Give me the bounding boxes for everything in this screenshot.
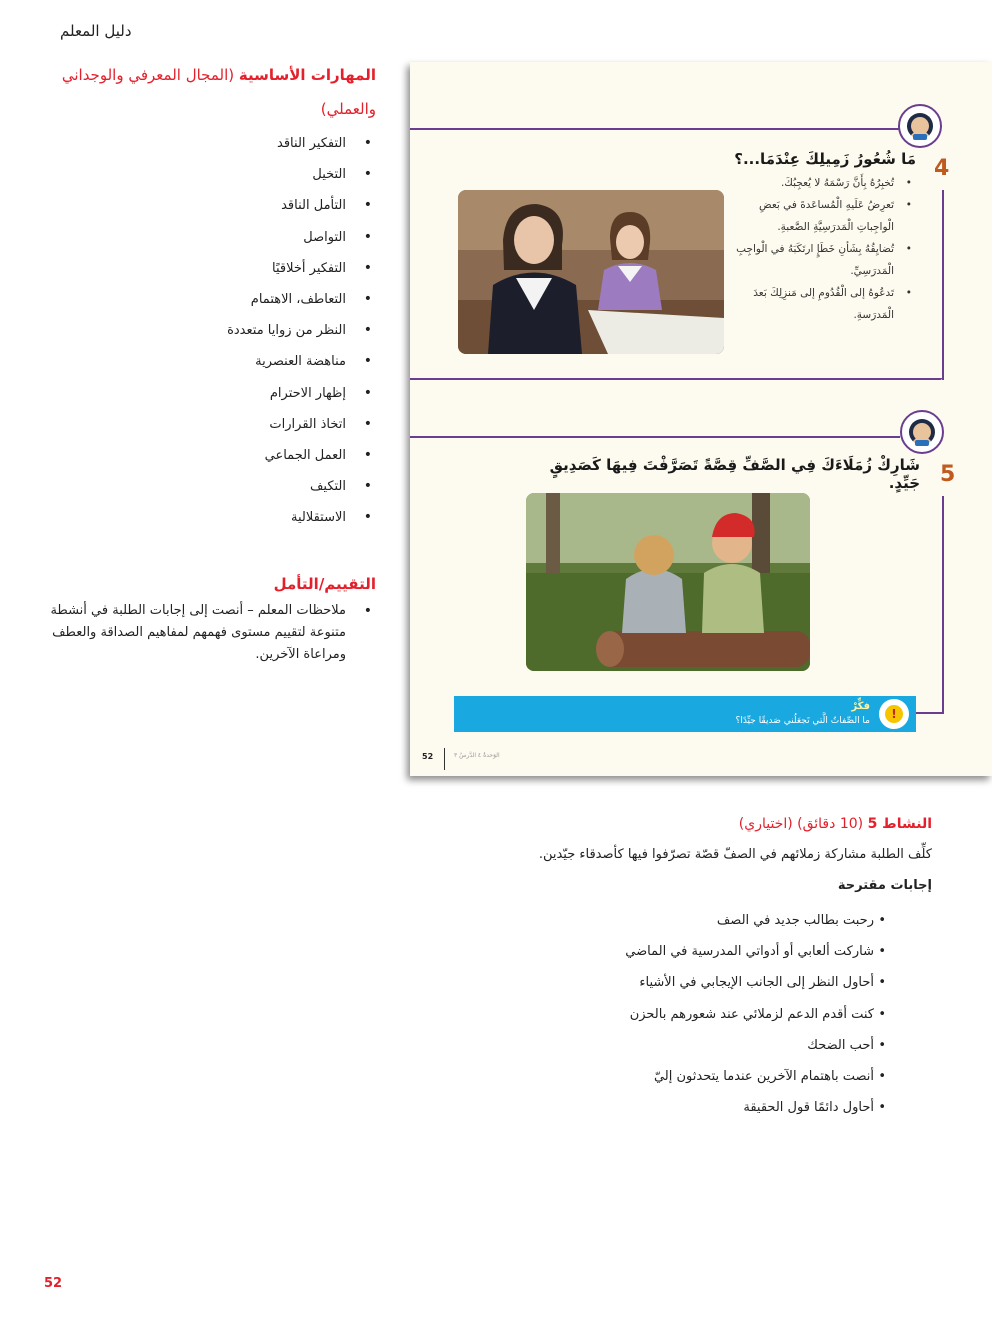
list-item: • التواصل <box>40 222 376 253</box>
list-item: • العمل الجماعي <box>40 440 376 471</box>
list-item: • التخيل <box>40 159 376 190</box>
activity4-side-line <box>942 190 944 380</box>
activity4-number: 4 <box>934 156 950 181</box>
list-item: • الاستقلالية <box>40 502 376 533</box>
assessment-list <box>40 600 376 666</box>
list-item: • أحب الضحك <box>520 1030 932 1061</box>
list-item: • التعاطف، الاهتمام <box>40 284 376 315</box>
list-item: • أحاول دائمًا قول الحقيقة <box>520 1092 932 1123</box>
activity4-bullets <box>732 172 916 326</box>
list-item: • كنت أقدم الدعم لزملائي عند شعورهم بالحزن <box>520 999 932 1030</box>
activity4-photo <box>458 190 724 354</box>
student-page-number: 52 <box>422 752 434 761</box>
list-item: • ملاحظات المعلم – أنصت إلى إجابات الطلبة في أنشطة متنوعة لتقييم مستوى فهمهم لمفاهيم الصداقة والعطف ومراعاة الآخرين. <box>40 600 376 666</box>
activity4-bottom-line <box>410 378 942 380</box>
teacher-avatar-icon <box>898 104 942 148</box>
skills-heading-bold: المهارات الأساسية <box>238 66 376 84</box>
list-item: • التأمل الناقد <box>40 190 376 221</box>
list-item: • أحاول النظر إلى الجانب الإيجابي في الأشياء <box>520 967 932 998</box>
activity5-heading-rest: (10 دقائق) (اختياري) <box>738 816 868 832</box>
list-item: • التكيف <box>40 471 376 502</box>
list-item: • تُخبِرُهُ بِأَنَّ رَسْمَهُ لا يُعجِبُكَ. <box>732 172 916 194</box>
activity5-heading-bold: النشاط 5 <box>867 816 932 832</box>
list-item: • اتخاذ القرارات <box>40 409 376 440</box>
list-item: • إظهار الاحترام <box>40 378 376 409</box>
activity5-heading <box>520 812 932 836</box>
footer-divider <box>444 748 445 770</box>
list-item: • تَدعُوهُ إلى الْقُدُومِ إلى مَنزِلِكَ بَعدَ الْمَدرَسةِ. <box>732 282 916 326</box>
activity5-top-line <box>410 436 900 438</box>
page-number: 52 <box>44 1276 63 1291</box>
activity5-description: كلِّف الطلبة مشاركة زملائهم في الصفّ قصّة تصرّفوا فيها كأصدقاء جيّدين. <box>538 847 932 862</box>
think-bar <box>454 696 916 732</box>
suggested-answers-list <box>520 905 932 1123</box>
list-item: • النظر من زوايا متعددة <box>40 315 376 346</box>
unit-lesson-label: الوَحدةُ ٤ الدَّرسُ ٣ <box>454 752 500 759</box>
activity5-side-line <box>942 496 944 714</box>
teacher-avatar-icon <box>900 410 944 454</box>
think-question: ما الصِّفاتُ الَّتي تَجعَلُني صَديقًا جيِّدًا؟ <box>735 716 870 726</box>
think-title: فكِّرْ <box>851 701 870 712</box>
assessment-heading: التقييم/التأمل <box>273 574 376 593</box>
list-item: • رحبت بطالب جديد في الصف <box>520 905 932 936</box>
skills-heading-rest: (المجال المعرفي والوجداني والعملي) <box>61 66 376 118</box>
activity4-question: مَا شُعُورُ زَمِيلِكَ عِنْدَمَا...؟ <box>734 150 916 168</box>
student-page-footer <box>410 746 530 772</box>
skills-heading <box>40 58 376 126</box>
activity4-top-line <box>410 128 900 130</box>
list-item: • التفكير الناقد <box>40 128 376 159</box>
list-item: • التفكير أخلاقيًا <box>40 253 376 284</box>
guide-title: دليل المعلم <box>60 22 132 40</box>
activity5-number: 5 <box>940 462 956 487</box>
list-item: • تُضايِقُهُ بِشَأنِ خَطَإٍ ارتَكَبَهُ في الْواجِبِ الْمَدرَسِيِّ. <box>732 238 916 282</box>
suggested-answers-heading: إجابات مقترحة <box>837 878 932 893</box>
list-item: • تَعرِضُ عَلَيهِ الْمُساعَدةَ في بَعضِ الْواجِباتِ الْمَدرَسِيَّةِ الصَّعبةِ. <box>732 194 916 238</box>
activity5-photo <box>526 493 810 671</box>
list-item: • مناهضة العنصرية <box>40 346 376 377</box>
activity5-question: شَارِكْ زُمَلَاءَكَ فِي الصَّفِّ قِصَّةً تَصَرَّفْتَ فِيهَا كَصَدِيقٍ جَيِّدٍ. <box>549 456 920 492</box>
skills-column <box>40 58 376 666</box>
skills-list <box>40 128 376 534</box>
list-item: • أنصت باهتمام الآخرين عندما يتحدثون إليّ <box>520 1061 932 1092</box>
activity5-notes <box>520 812 932 1123</box>
think-exclamation-icon: ! <box>876 696 912 732</box>
student-page-thumbnail <box>410 62 992 776</box>
list-item: • شاركت ألعابي أو أدواتي المدرسية في الماضي <box>520 936 932 967</box>
